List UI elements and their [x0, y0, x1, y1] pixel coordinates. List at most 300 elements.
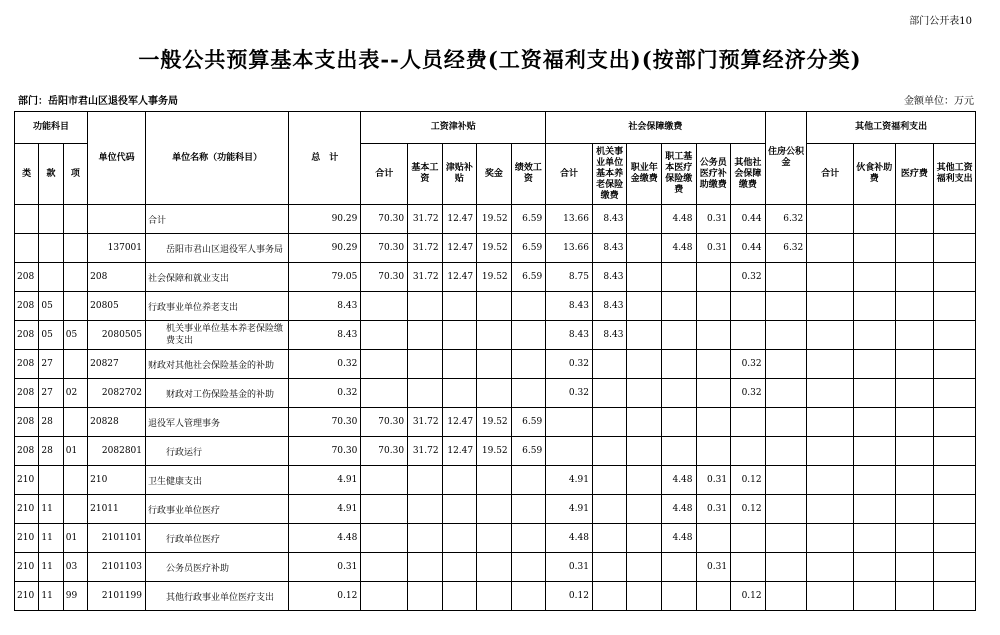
- table-row: [15, 205, 976, 234]
- basic-wage-cell: [408, 379, 443, 408]
- other-welfare-cell: [934, 495, 976, 524]
- performance-wage-cell: [511, 524, 546, 553]
- bonus-cell: 19.52: [477, 408, 512, 437]
- other-social-cell: 0.32: [731, 379, 766, 408]
- medical-fee-cell: [895, 582, 934, 611]
- annuity-cell: [627, 408, 662, 437]
- medical-insurance-cell: [661, 582, 696, 611]
- medical-fee-cell: [895, 495, 934, 524]
- total-cell: 79.05: [289, 263, 361, 292]
- total-cell: 0.31: [289, 553, 361, 582]
- xiang-cell: 02: [63, 379, 87, 408]
- pension-insurance-cell: [592, 379, 627, 408]
- lei-cell: 208: [15, 379, 39, 408]
- housing-fund-cell: [765, 321, 807, 350]
- pension-insurance-cell: [592, 466, 627, 495]
- header-unit-code: 单位代码: [88, 112, 146, 205]
- bonus-cell: [477, 524, 512, 553]
- basic-wage-cell: [408, 582, 443, 611]
- meal-subsidy-cell: [853, 408, 895, 437]
- allowance-cell: 12.47: [442, 263, 477, 292]
- meal-subsidy-cell: [853, 379, 895, 408]
- bonus-cell: [477, 582, 512, 611]
- unit-name-cell: 行政运行: [146, 437, 289, 466]
- xiang-cell: 99: [63, 582, 87, 611]
- header-meal-subsidy: 伙食补助费: [853, 144, 895, 205]
- lei-cell: 210: [15, 524, 39, 553]
- unit-name-cell: 财政对工伤保险基金的补助: [146, 379, 289, 408]
- kuan-cell: 05: [39, 321, 63, 350]
- housing-fund-cell: [765, 379, 807, 408]
- wage-total-cell: 70.30: [361, 234, 408, 263]
- other-social-cell: 0.44: [731, 205, 766, 234]
- allowance-cell: [442, 582, 477, 611]
- total-cell: 0.12: [289, 582, 361, 611]
- meal-subsidy-cell: [853, 263, 895, 292]
- other-welfare-cell: [934, 582, 976, 611]
- other-social-cell: [731, 292, 766, 321]
- other-total-cell: [807, 379, 854, 408]
- lei-cell: 208: [15, 437, 39, 466]
- xiang-cell: [63, 263, 87, 292]
- total-cell: 4.91: [289, 466, 361, 495]
- other-total-cell: [807, 350, 854, 379]
- xiang-cell: 05: [63, 321, 87, 350]
- header-social-group: 社会保障缴费: [546, 112, 765, 144]
- annuity-cell: [627, 205, 662, 234]
- performance-wage-cell: [511, 553, 546, 582]
- lei-cell: 210: [15, 495, 39, 524]
- wage-total-cell: [361, 379, 408, 408]
- total-cell: 90.29: [289, 205, 361, 234]
- social-total-cell: 4.48: [546, 524, 593, 553]
- lei-cell: 208: [15, 321, 39, 350]
- other-welfare-cell: [934, 437, 976, 466]
- unit-code-cell: 2101103: [88, 553, 146, 582]
- currency-unit-label: 金额单位：万元: [904, 96, 974, 107]
- housing-fund-cell: [765, 437, 807, 466]
- header-other-group: 其他工资福利支出: [807, 112, 976, 144]
- kuan-cell: [39, 263, 63, 292]
- meal-subsidy-cell: [853, 292, 895, 321]
- xiang-cell: [63, 408, 87, 437]
- other-welfare-cell: [934, 321, 976, 350]
- xiang-cell: [63, 495, 87, 524]
- annuity-cell: [627, 321, 662, 350]
- basic-wage-cell: 31.72: [408, 205, 443, 234]
- header-performance-wage: 绩效工资: [511, 144, 546, 205]
- annuity-cell: [627, 379, 662, 408]
- other-social-cell: [731, 524, 766, 553]
- unit-code-cell: 21011: [88, 495, 146, 524]
- department-label: 部门：岳阳市君山区退役军人事务局: [18, 96, 178, 107]
- wage-total-cell: [361, 466, 408, 495]
- unit-code-cell: 208: [88, 263, 146, 292]
- civil-servant-medical-cell: 0.31: [696, 205, 731, 234]
- basic-wage-cell: [408, 292, 443, 321]
- wage-total-cell: 70.30: [361, 437, 408, 466]
- civil-servant-medical-cell: [696, 321, 731, 350]
- other-total-cell: [807, 205, 854, 234]
- lei-cell: 210: [15, 582, 39, 611]
- unit-name-cell: 财政对其他社会保险基金的补助: [146, 350, 289, 379]
- pension-insurance-cell: [592, 495, 627, 524]
- other-welfare-cell: [934, 553, 976, 582]
- housing-fund-cell: 6.32: [765, 234, 807, 263]
- annuity-cell: [627, 292, 662, 321]
- basic-wage-cell: [408, 524, 443, 553]
- other-social-cell: 0.44: [731, 234, 766, 263]
- unit-name-cell: 岳阳市君山区退役军人事务局: [146, 234, 289, 263]
- header-medical-fee: 医疗费: [895, 144, 934, 205]
- medical-insurance-cell: [661, 292, 696, 321]
- performance-wage-cell: [511, 582, 546, 611]
- table-row: [15, 350, 976, 379]
- medical-fee-cell: [895, 321, 934, 350]
- meal-subsidy-cell: [853, 466, 895, 495]
- other-social-cell: 0.12: [731, 495, 766, 524]
- bonus-cell: [477, 379, 512, 408]
- header-lei: 类: [15, 144, 39, 205]
- housing-fund-cell: [765, 553, 807, 582]
- header-housing-fund: 住房公积金: [765, 112, 807, 205]
- header-allowance: 津贴补贴: [442, 144, 477, 205]
- basic-wage-cell: [408, 495, 443, 524]
- medical-fee-cell: [895, 350, 934, 379]
- unit-code-cell: 20828: [88, 408, 146, 437]
- other-welfare-cell: [934, 292, 976, 321]
- wage-total-cell: [361, 553, 408, 582]
- pension-insurance-cell: [592, 553, 627, 582]
- civil-servant-medical-cell: [696, 263, 731, 292]
- header-wage-total: 合计: [361, 144, 408, 205]
- table-row: [15, 553, 976, 582]
- medical-fee-cell: [895, 205, 934, 234]
- medical-insurance-cell: [661, 263, 696, 292]
- other-social-cell: [731, 321, 766, 350]
- other-total-cell: [807, 437, 854, 466]
- annuity-cell: [627, 495, 662, 524]
- allowance-cell: [442, 553, 477, 582]
- header-pension-insurance: 机关事业单位基本养老保险缴费: [592, 144, 627, 205]
- unit-name-cell: 机关事业单位基本养老保险缴费支出: [146, 321, 289, 350]
- performance-wage-cell: 6.59: [511, 234, 546, 263]
- table-row: [15, 582, 976, 611]
- unit-code-cell: 2101101: [88, 524, 146, 553]
- kuan-cell: 11: [39, 582, 63, 611]
- wage-total-cell: 70.30: [361, 263, 408, 292]
- social-total-cell: [546, 408, 593, 437]
- unit-code-cell: 2080505: [88, 321, 146, 350]
- basic-wage-cell: [408, 350, 443, 379]
- allowance-cell: 12.47: [442, 408, 477, 437]
- wage-total-cell: [361, 495, 408, 524]
- performance-wage-cell: [511, 495, 546, 524]
- medical-insurance-cell: 4.48: [661, 234, 696, 263]
- lei-cell: 210: [15, 466, 39, 495]
- unit-name-cell: 行政单位医疗: [146, 524, 289, 553]
- basic-wage-cell: [408, 553, 443, 582]
- xiang-cell: [63, 234, 87, 263]
- xiang-cell: [63, 292, 87, 321]
- table-row: [15, 495, 976, 524]
- performance-wage-cell: [511, 321, 546, 350]
- medical-insurance-cell: [661, 553, 696, 582]
- unit-name-cell: 退役军人管理事务: [146, 408, 289, 437]
- unit-code-cell: 210: [88, 466, 146, 495]
- other-social-cell: 0.12: [731, 466, 766, 495]
- total-cell: 70.30: [289, 437, 361, 466]
- medical-insurance-cell: [661, 379, 696, 408]
- allowance-cell: 12.47: [442, 234, 477, 263]
- header-wage-group: 工资津补贴: [361, 112, 546, 144]
- unit-name-cell: 卫生健康支出: [146, 466, 289, 495]
- kuan-cell: [39, 466, 63, 495]
- civil-servant-medical-cell: 0.31: [696, 495, 731, 524]
- pension-insurance-cell: 8.43: [592, 263, 627, 292]
- unit-code-cell: 2082702: [88, 379, 146, 408]
- table-row: [15, 292, 976, 321]
- other-total-cell: [807, 234, 854, 263]
- table-row: [15, 234, 976, 263]
- bonus-cell: [477, 292, 512, 321]
- header-kuan: 款: [39, 144, 63, 205]
- unit-name-cell: 其他行政事业单位医疗支出: [146, 582, 289, 611]
- medical-insurance-cell: 4.48: [661, 466, 696, 495]
- table-row: [15, 379, 976, 408]
- medical-insurance-cell: [661, 350, 696, 379]
- bonus-cell: [477, 350, 512, 379]
- kuan-cell: 11: [39, 495, 63, 524]
- other-welfare-cell: [934, 350, 976, 379]
- social-total-cell: 4.91: [546, 466, 593, 495]
- table-row: [15, 321, 976, 350]
- other-social-cell: 0.12: [731, 582, 766, 611]
- social-total-cell: 8.75: [546, 263, 593, 292]
- annuity-cell: [627, 466, 662, 495]
- lei-cell: [15, 234, 39, 263]
- social-total-cell: 13.66: [546, 234, 593, 263]
- annuity-cell: [627, 234, 662, 263]
- table-row: [15, 263, 976, 292]
- table-row: [15, 437, 976, 466]
- unit-name-cell: 合计: [146, 205, 289, 234]
- other-social-cell: 0.32: [731, 350, 766, 379]
- lei-cell: 208: [15, 408, 39, 437]
- header-annuity: 职业年金缴费: [627, 144, 662, 205]
- housing-fund-cell: [765, 582, 807, 611]
- other-welfare-cell: [934, 205, 976, 234]
- social-total-cell: 0.32: [546, 379, 593, 408]
- bonus-cell: 19.52: [477, 205, 512, 234]
- housing-fund-cell: 6.32: [765, 205, 807, 234]
- social-total-cell: 0.12: [546, 582, 593, 611]
- civil-servant-medical-cell: [696, 582, 731, 611]
- lei-cell: [15, 205, 39, 234]
- unit-code-cell: 137001: [88, 234, 146, 263]
- basic-wage-cell: [408, 321, 443, 350]
- bonus-cell: [477, 495, 512, 524]
- kuan-cell: 27: [39, 379, 63, 408]
- meal-subsidy-cell: [853, 234, 895, 263]
- medical-insurance-cell: [661, 437, 696, 466]
- unit-code-cell: 2101199: [88, 582, 146, 611]
- other-total-cell: [807, 408, 854, 437]
- housing-fund-cell: [765, 524, 807, 553]
- housing-fund-cell: [765, 263, 807, 292]
- pension-insurance-cell: 8.43: [592, 205, 627, 234]
- housing-fund-cell: [765, 495, 807, 524]
- unit-name-cell: 行政事业单位养老支出: [146, 292, 289, 321]
- total-cell: 8.43: [289, 321, 361, 350]
- medical-insurance-cell: [661, 408, 696, 437]
- wage-total-cell: [361, 524, 408, 553]
- table-row: [15, 408, 976, 437]
- civil-servant-medical-cell: [696, 408, 731, 437]
- xiang-cell: [63, 205, 87, 234]
- annuity-cell: [627, 263, 662, 292]
- other-welfare-cell: [934, 524, 976, 553]
- lei-cell: 210: [15, 553, 39, 582]
- xiang-cell: [63, 350, 87, 379]
- table-row: [15, 466, 976, 495]
- annuity-cell: [627, 524, 662, 553]
- unit-code-cell: 20805: [88, 292, 146, 321]
- xiang-cell: 03: [63, 553, 87, 582]
- social-total-cell: 0.32: [546, 350, 593, 379]
- meal-subsidy-cell: [853, 495, 895, 524]
- medical-fee-cell: [895, 466, 934, 495]
- xiang-cell: [63, 466, 87, 495]
- other-total-cell: [807, 263, 854, 292]
- housing-fund-cell: [765, 350, 807, 379]
- other-welfare-cell: [934, 408, 976, 437]
- meal-subsidy-cell: [853, 205, 895, 234]
- medical-fee-cell: [895, 437, 934, 466]
- meal-subsidy-cell: [853, 321, 895, 350]
- performance-wage-cell: [511, 379, 546, 408]
- wage-total-cell: 70.30: [361, 408, 408, 437]
- performance-wage-cell: 6.59: [511, 263, 546, 292]
- lei-cell: 208: [15, 263, 39, 292]
- housing-fund-cell: [765, 408, 807, 437]
- total-cell: 0.32: [289, 379, 361, 408]
- bonus-cell: 19.52: [477, 437, 512, 466]
- basic-wage-cell: 31.72: [408, 234, 443, 263]
- pension-insurance-cell: [592, 408, 627, 437]
- header-unit-name: 单位名称（功能科目）: [146, 112, 289, 205]
- medical-fee-cell: [895, 553, 934, 582]
- wage-total-cell: [361, 582, 408, 611]
- pension-insurance-cell: [592, 524, 627, 553]
- other-total-cell: [807, 321, 854, 350]
- wage-total-cell: [361, 292, 408, 321]
- housing-fund-cell: [765, 466, 807, 495]
- total-cell: 8.43: [289, 292, 361, 321]
- medical-fee-cell: [895, 408, 934, 437]
- pension-insurance-cell: 8.43: [592, 321, 627, 350]
- header-func-subject: 功能科目: [15, 112, 88, 144]
- allowance-cell: [442, 292, 477, 321]
- kuan-cell: 11: [39, 553, 63, 582]
- budget-table: [14, 111, 976, 611]
- other-social-cell: [731, 437, 766, 466]
- annuity-cell: [627, 553, 662, 582]
- kuan-cell: 28: [39, 408, 63, 437]
- housing-fund-cell: [765, 292, 807, 321]
- medical-insurance-cell: 4.48: [661, 495, 696, 524]
- other-welfare-cell: [934, 466, 976, 495]
- header-xiang: 项: [63, 144, 87, 205]
- meal-subsidy-cell: [853, 582, 895, 611]
- civil-servant-medical-cell: [696, 524, 731, 553]
- performance-wage-cell: [511, 466, 546, 495]
- total-cell: 0.32: [289, 350, 361, 379]
- allowance-cell: [442, 495, 477, 524]
- form-number-tag: 部门公开表10: [909, 16, 972, 27]
- basic-wage-cell: 31.72: [408, 408, 443, 437]
- medical-fee-cell: [895, 292, 934, 321]
- table-row: [15, 524, 976, 553]
- medical-fee-cell: [895, 379, 934, 408]
- social-total-cell: [546, 437, 593, 466]
- civil-servant-medical-cell: [696, 437, 731, 466]
- pension-insurance-cell: [592, 350, 627, 379]
- social-total-cell: 0.31: [546, 553, 593, 582]
- xiang-cell: 01: [63, 437, 87, 466]
- meal-subsidy-cell: [853, 553, 895, 582]
- civil-servant-medical-cell: 0.31: [696, 553, 731, 582]
- bonus-cell: [477, 321, 512, 350]
- other-social-cell: 0.32: [731, 263, 766, 292]
- other-total-cell: [807, 553, 854, 582]
- performance-wage-cell: 6.59: [511, 205, 546, 234]
- medical-insurance-cell: [661, 321, 696, 350]
- other-welfare-cell: [934, 263, 976, 292]
- allowance-cell: [442, 321, 477, 350]
- total-cell: 4.48: [289, 524, 361, 553]
- header-other-social: 其他社会保障缴费: [731, 144, 766, 205]
- medical-fee-cell: [895, 524, 934, 553]
- unit-code-cell: [88, 205, 146, 234]
- kuan-cell: 11: [39, 524, 63, 553]
- other-total-cell: [807, 495, 854, 524]
- allowance-cell: 12.47: [442, 437, 477, 466]
- kuan-cell: [39, 205, 63, 234]
- civil-servant-medical-cell: [696, 379, 731, 408]
- performance-wage-cell: [511, 292, 546, 321]
- performance-wage-cell: [511, 350, 546, 379]
- lei-cell: 208: [15, 292, 39, 321]
- performance-wage-cell: 6.59: [511, 408, 546, 437]
- other-social-cell: [731, 408, 766, 437]
- civil-servant-medical-cell: [696, 292, 731, 321]
- kuan-cell: 28: [39, 437, 63, 466]
- other-total-cell: [807, 466, 854, 495]
- meal-subsidy-cell: [853, 524, 895, 553]
- xiang-cell: 01: [63, 524, 87, 553]
- allowance-cell: 12.47: [442, 205, 477, 234]
- pension-insurance-cell: 8.43: [592, 292, 627, 321]
- other-social-cell: [731, 553, 766, 582]
- wage-total-cell: [361, 321, 408, 350]
- total-cell: 70.30: [289, 408, 361, 437]
- other-total-cell: [807, 292, 854, 321]
- allowance-cell: [442, 379, 477, 408]
- basic-wage-cell: 31.72: [408, 263, 443, 292]
- header-total: 总 计: [289, 112, 361, 205]
- wage-total-cell: [361, 350, 408, 379]
